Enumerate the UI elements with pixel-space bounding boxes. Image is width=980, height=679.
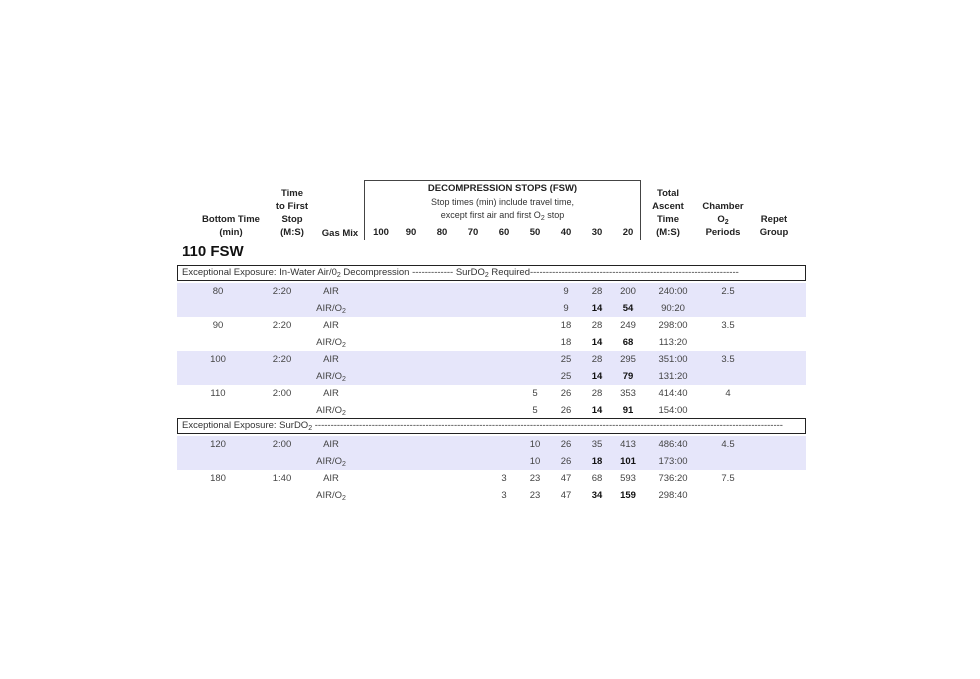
stop-40-cell: 26 (560, 439, 572, 450)
chamber-periods-cell: 4 (725, 388, 731, 399)
stop-40-cell: 47 (560, 490, 572, 501)
table-row (177, 436, 806, 453)
gas-mix-cell: AIR (323, 439, 339, 450)
stop-40-cell: 25 (560, 371, 572, 382)
stop-30-cell: 28 (591, 320, 603, 331)
stop-30-cell: 18 (591, 456, 603, 467)
stop-40-cell: 9 (563, 286, 569, 297)
header-time-to-first-stop: Time to First Stop (M:S) (275, 188, 309, 238)
header-gas-mix: Gas Mix (321, 228, 359, 239)
stop-30-cell: 28 (591, 286, 603, 297)
bottom-time-cell: 120 (210, 439, 226, 450)
stop-40-cell: 26 (560, 405, 572, 416)
bottom-time-cell: 80 (212, 286, 224, 297)
gas-mix-cell: AIR (323, 388, 339, 399)
table-row (177, 385, 806, 402)
total-ascent-cell: 154:00 (658, 405, 688, 416)
first-stop-cell: 2:20 (272, 286, 292, 297)
stop-50-cell: 23 (529, 473, 541, 484)
first-stop-cell: 2:20 (272, 354, 292, 365)
chamber-periods-cell: 3.5 (721, 354, 735, 365)
decompression-subtitle-2: except first air and first $O_2$ stop (440, 210, 565, 222)
stop-30-cell: 14 (591, 371, 603, 382)
total-ascent-cell: 131:20 (658, 371, 688, 382)
stop-depth-header-90: 90 (405, 227, 417, 238)
gas-mix-cell: AIR/$O_2$ (316, 456, 346, 468)
exceptional-exposure-banner: Exceptional Exposure: SurDO$_2$ ---------------------------------------------------------------------------------------------------------------------------------------------------- (177, 418, 806, 434)
stop-40-cell: 9 (563, 303, 569, 314)
stop-50-cell: 10 (529, 439, 541, 450)
stop-20-cell: 91 (622, 405, 634, 416)
stop-30-cell: 14 (591, 303, 603, 314)
stop-40-cell: 26 (560, 456, 572, 467)
stop-40-cell: 47 (560, 473, 572, 484)
table-row (177, 317, 806, 334)
table-row (177, 470, 806, 487)
stop-20-cell: 159 (620, 490, 636, 501)
stop-20-cell: 593 (620, 473, 636, 484)
stop-60-cell: 3 (501, 473, 507, 484)
stop-20-cell: 413 (620, 439, 636, 450)
total-ascent-cell: 113:20 (658, 337, 688, 348)
stop-depth-header-50: 50 (529, 227, 541, 238)
exceptional-exposure-banner: Exceptional Exposure: In-Water Air/$0_2$ Decompression ------------- SurDO$_2$ Required------------------------------------------------------------------ (177, 265, 806, 281)
gas-mix-cell: AIR/$O_2$ (316, 303, 346, 315)
stop-40-cell: 18 (560, 320, 572, 331)
chamber-periods-cell: 2.5 (721, 286, 735, 297)
stop-30-cell: 35 (591, 439, 603, 450)
first-stop-cell: 2:00 (272, 388, 292, 399)
stop-30-cell: 28 (591, 388, 603, 399)
depth-title: 110 FSW (182, 243, 244, 260)
stop-depth-headers (0, 227, 980, 241)
header-chamber-o2-periods: Chamber $O_2$ Periods (702, 201, 744, 238)
bottom-time-cell: 90 (212, 320, 224, 331)
stop-50-cell: 5 (532, 405, 538, 416)
stop-20-cell: 79 (622, 371, 634, 382)
gas-mix-cell: AIR (323, 286, 339, 297)
total-ascent-cell: 486:40 (658, 439, 688, 450)
stop-depth-header-30: 30 (591, 227, 603, 238)
stop-30-cell: 14 (591, 337, 603, 348)
first-stop-cell: 2:20 (272, 320, 292, 331)
total-ascent-cell: 240:00 (658, 286, 688, 297)
stop-depth-header-60: 60 (498, 227, 510, 238)
stop-30-cell: 14 (591, 405, 603, 416)
stop-30-cell: 68 (591, 473, 603, 484)
decompression-subtitle-1: Stop times (min) include travel time, (430, 197, 575, 207)
stop-40-cell: 26 (560, 388, 572, 399)
total-ascent-cell: 736:20 (658, 473, 688, 484)
stop-20-cell: 54 (622, 303, 634, 314)
bottom-time-cell: 110 (210, 388, 226, 399)
stop-40-cell: 25 (560, 354, 572, 365)
stop-30-cell: 28 (591, 354, 603, 365)
table-row (177, 300, 806, 317)
stop-20-cell: 200 (620, 286, 636, 297)
table-row (177, 368, 806, 385)
stop-50-cell: 5 (532, 388, 538, 399)
total-ascent-cell: 173:00 (658, 456, 688, 467)
stop-depth-header-80: 80 (436, 227, 448, 238)
stop-depth-header-70: 70 (467, 227, 479, 238)
stop-20-cell: 353 (620, 388, 636, 399)
stop-20-cell: 295 (620, 354, 636, 365)
stop-20-cell: 68 (622, 337, 634, 348)
gas-mix-cell: AIR (323, 354, 339, 365)
stop-depth-header-20: 20 (622, 227, 634, 238)
total-ascent-cell: 351:00 (658, 354, 688, 365)
table-row (177, 283, 806, 300)
gas-mix-cell: AIR/$O_2$ (316, 490, 346, 502)
first-stop-cell: 2:00 (272, 439, 292, 450)
stop-30-cell: 34 (591, 490, 603, 501)
chamber-periods-cell: 4.5 (721, 439, 735, 450)
bottom-time-cell: 100 (210, 354, 226, 365)
chamber-periods-cell: 7.5 (721, 473, 735, 484)
gas-mix-cell: AIR (323, 473, 339, 484)
table-row (177, 402, 806, 419)
first-stop-cell: 1:40 (272, 473, 292, 484)
header-repet-group: Repet Group (759, 214, 789, 238)
stop-depth-header-40: 40 (560, 227, 572, 238)
total-ascent-cell: 414:40 (658, 388, 688, 399)
header-total-ascent: Total Ascent Time (M:S) (652, 188, 684, 238)
stop-60-cell: 3 (501, 490, 507, 501)
gas-mix-cell: AIR (323, 320, 339, 331)
stop-50-cell: 23 (529, 490, 541, 501)
table-row (177, 351, 806, 368)
stop-50-cell: 10 (529, 456, 541, 467)
gas-mix-cell: AIR/$O_2$ (316, 371, 346, 383)
header-bottom-time: Bottom Time (min) (202, 214, 260, 238)
table-row (177, 487, 806, 504)
table-row (177, 334, 806, 351)
gas-mix-cell: AIR/$O_2$ (316, 337, 346, 349)
decompression-title: DECOMPRESSION STOPS (FSW) (427, 183, 578, 194)
chamber-periods-cell: 3.5 (721, 320, 735, 331)
stop-40-cell: 18 (560, 337, 572, 348)
table-row (177, 453, 806, 470)
gas-mix-cell: AIR/$O_2$ (316, 405, 346, 417)
total-ascent-cell: 298:40 (658, 490, 688, 501)
total-ascent-cell: 90:20 (661, 303, 685, 314)
stop-depth-header-100: 100 (373, 227, 389, 238)
total-ascent-cell: 298:00 (658, 320, 688, 331)
bottom-time-cell: 180 (210, 473, 226, 484)
stop-20-cell: 249 (620, 320, 636, 331)
stop-20-cell: 101 (620, 456, 636, 467)
